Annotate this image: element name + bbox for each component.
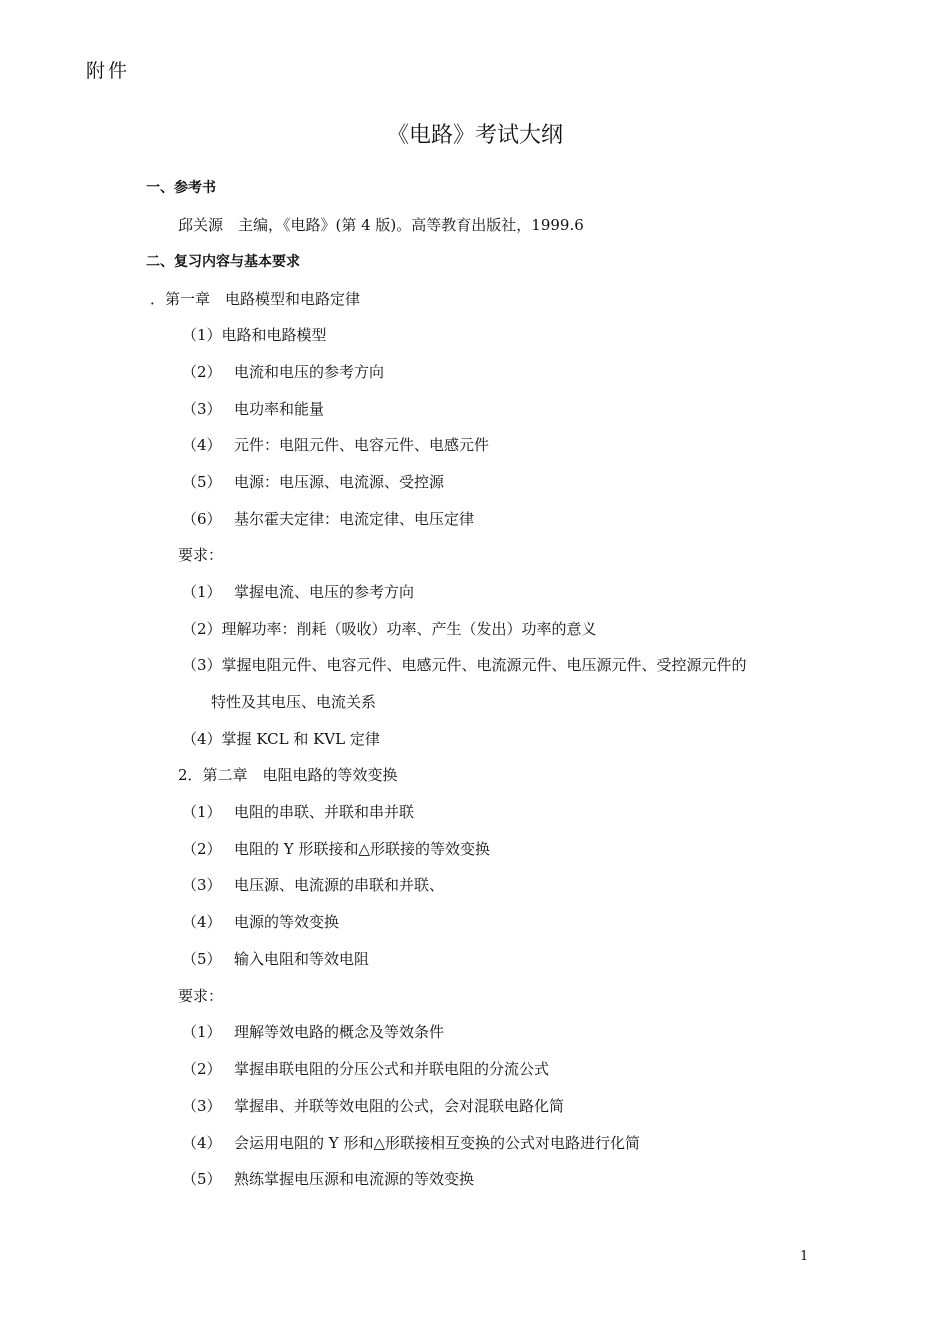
list-item-text: 电路和电路模型: [221, 326, 327, 344]
list-item-text: 会运用电阻的 Y 形和△形联接相互变换的公式对电路进行化简: [234, 1134, 640, 1152]
list-item-number: （6）: [182, 510, 222, 528]
list-item: [182, 839, 490, 859]
list-item-text: 电压源、电流源的串联和并联、: [234, 876, 445, 894]
section-heading-review: 二、复习内容与基本要求: [146, 254, 300, 270]
list-item-number: （3）: [182, 1097, 222, 1115]
list-item-text: 掌握 KCL 和 KVL 定律: [221, 730, 380, 748]
list-item: [182, 435, 489, 455]
list-item-number: （5）: [182, 950, 222, 968]
list-item: [182, 949, 369, 969]
attachment-label: 附件: [86, 60, 131, 82]
list-item-text: 电源：电压源、电流源、受控源: [234, 473, 445, 491]
requirement-item: [182, 1096, 564, 1116]
list-item-number: （1）: [182, 1023, 222, 1041]
requirement-item-continuation: [211, 692, 376, 712]
list-item-text: 电阻的 Y 形联接和△形联接的等效变换: [234, 840, 490, 858]
list-item-text: 电功率和能量: [234, 400, 325, 418]
list-item: [182, 912, 339, 932]
list-item: [182, 362, 384, 382]
requirement-item: [182, 1022, 444, 1042]
list-item-text: 元件：电阻元件、电容元件、电感元件: [234, 436, 490, 454]
requirement-item: [182, 619, 597, 639]
requirement-item: [182, 655, 747, 675]
list-item: [182, 472, 444, 492]
requirement-item: [182, 1169, 474, 1189]
list-item: [182, 509, 474, 529]
requirements-label: 要求：: [178, 987, 224, 1005]
section-heading-references: 一、参考书: [146, 180, 216, 196]
list-item-number: （5）: [182, 1170, 222, 1188]
list-item-text: 基尔霍夫定律：电流定律、电压定律: [234, 510, 475, 528]
requirement-item: [182, 1133, 640, 1153]
list-item: [182, 875, 444, 895]
list-item-number: （2）: [182, 840, 222, 858]
list-item-text: 理解等效电路的概念及等效条件: [234, 1023, 445, 1041]
list-item-text: 电流和电压的参考方向: [234, 363, 385, 381]
reference-book: 邱关源 主编，《电路》(第 4 版)。高等教育出版社，1999.6: [178, 216, 584, 234]
list-item-text: 掌握串、并联等效电阻的公式，会对混联电路化简: [234, 1097, 565, 1115]
list-item-number: （4）: [182, 913, 222, 931]
list-item-number: （1）: [182, 326, 222, 344]
list-item: [182, 399, 324, 419]
list-item-number: （2）: [182, 1060, 222, 1078]
list-item-number: （4）: [182, 730, 222, 748]
list-item-text: 掌握电流、电压的参考方向: [234, 583, 415, 601]
requirements-label: 要求：: [178, 546, 224, 564]
list-item-text: 电源的等效变换: [234, 913, 340, 931]
page-number: 1: [800, 1249, 809, 1264]
list-item-text: 电阻的串联、并联和串并联: [234, 803, 415, 821]
requirement-item: [182, 582, 414, 602]
list-item: [182, 325, 327, 345]
list-item-text: 理解功率：削耗（吸收）功率、产生（发出）功率的意义: [221, 620, 597, 638]
list-item-number: （4）: [182, 436, 222, 454]
page-title: 《电路》考试大纲: [386, 123, 563, 148]
list-item-text: 掌握电阻元件、电容元件、电感元件、电流源元件、电压源元件、受控源元件的: [221, 656, 747, 674]
list-item-text: 特性及其电压、电流关系: [211, 693, 377, 711]
list-item-number: （3）: [182, 656, 222, 674]
requirement-item: [182, 729, 380, 749]
requirement-item: [182, 1059, 549, 1079]
list-item-text: 熟练掌握电压源和电流源的等效变换: [234, 1170, 475, 1188]
list-item-text: 掌握串联电阻的分压公式和并联电阻的分流公式: [234, 1060, 550, 1078]
list-item-number: （1）: [182, 583, 222, 601]
list-item: [182, 802, 414, 822]
list-item-number: （1）: [182, 803, 222, 821]
list-item-number: （3）: [182, 400, 222, 418]
list-item-text: 输入电阻和等效电阻: [234, 950, 370, 968]
chapter-1-heading: ．第一章 电路模型和电路定律: [150, 290, 361, 308]
list-item-number: （4）: [182, 1134, 222, 1152]
list-item-number: （2）: [182, 620, 222, 638]
chapter-2-heading: 2．第二章 电阻电路的等效变换: [178, 766, 398, 784]
list-item-number: （2）: [182, 363, 222, 381]
list-item-number: （5）: [182, 473, 222, 491]
list-item-number: （3）: [182, 876, 222, 894]
